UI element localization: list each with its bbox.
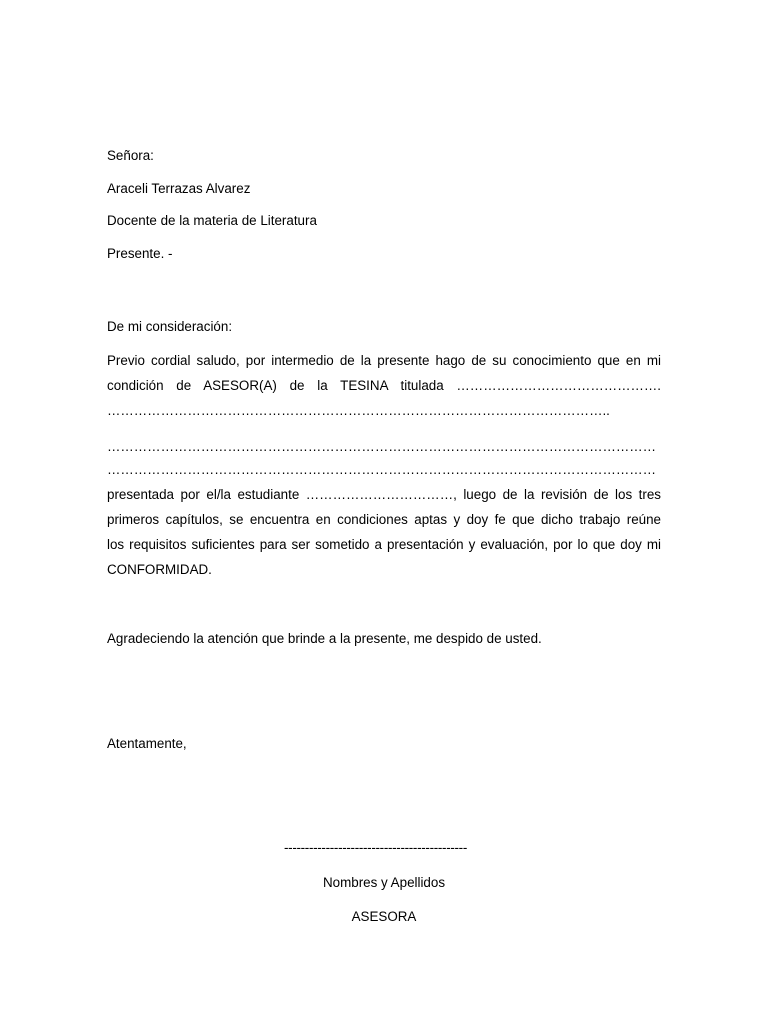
presente-line: Presente. -: [107, 246, 173, 261]
body-line-8: los requisitos suficientes para ser sometido a presentación y evaluación, por lo que doy mi: [107, 537, 661, 552]
recipient-role: Docente de la materia de Literatura: [107, 213, 317, 228]
signature-line: --------------------------------------------: [284, 840, 468, 855]
body-line-7: primeros capítulos, se encuentra en condiciones aptas y doy fe que dicho trabajo reúne: [107, 512, 661, 527]
opening-line: De mi consideración:: [107, 319, 233, 334]
body-line-2: condición de ASESOR(A) de la TESINA titulada ……………………………………….: [107, 378, 661, 393]
signer-name: Nombres y Apellidos: [322, 875, 446, 890]
recipient-name: Araceli Terrazas Alvarez: [107, 181, 251, 196]
body-line-4: ……………………………………………………………………………………………………………: [107, 439, 657, 454]
body-line-3: …………………………………………………………………………………………………..: [107, 403, 610, 418]
body-line-5: ……………………………………………………………………………………………………………: [107, 462, 657, 477]
valediction: Atentamente,: [107, 736, 187, 751]
body-line-1: Previo cordial saludo, por intermedio de la presente hago de su conocimiento que en mi: [107, 353, 661, 368]
closing-paragraph: Agradeciendo la atención que brinde a la presente, me despido de usted.: [107, 631, 542, 646]
signer-title: ASESORA: [351, 909, 417, 924]
salutation: Señora:: [107, 148, 154, 163]
body-line-9: CONFORMIDAD.: [107, 562, 212, 577]
body-line-6: presentada por el/la estudiante ……………………………, luego de la revisión de los tres: [107, 487, 661, 502]
